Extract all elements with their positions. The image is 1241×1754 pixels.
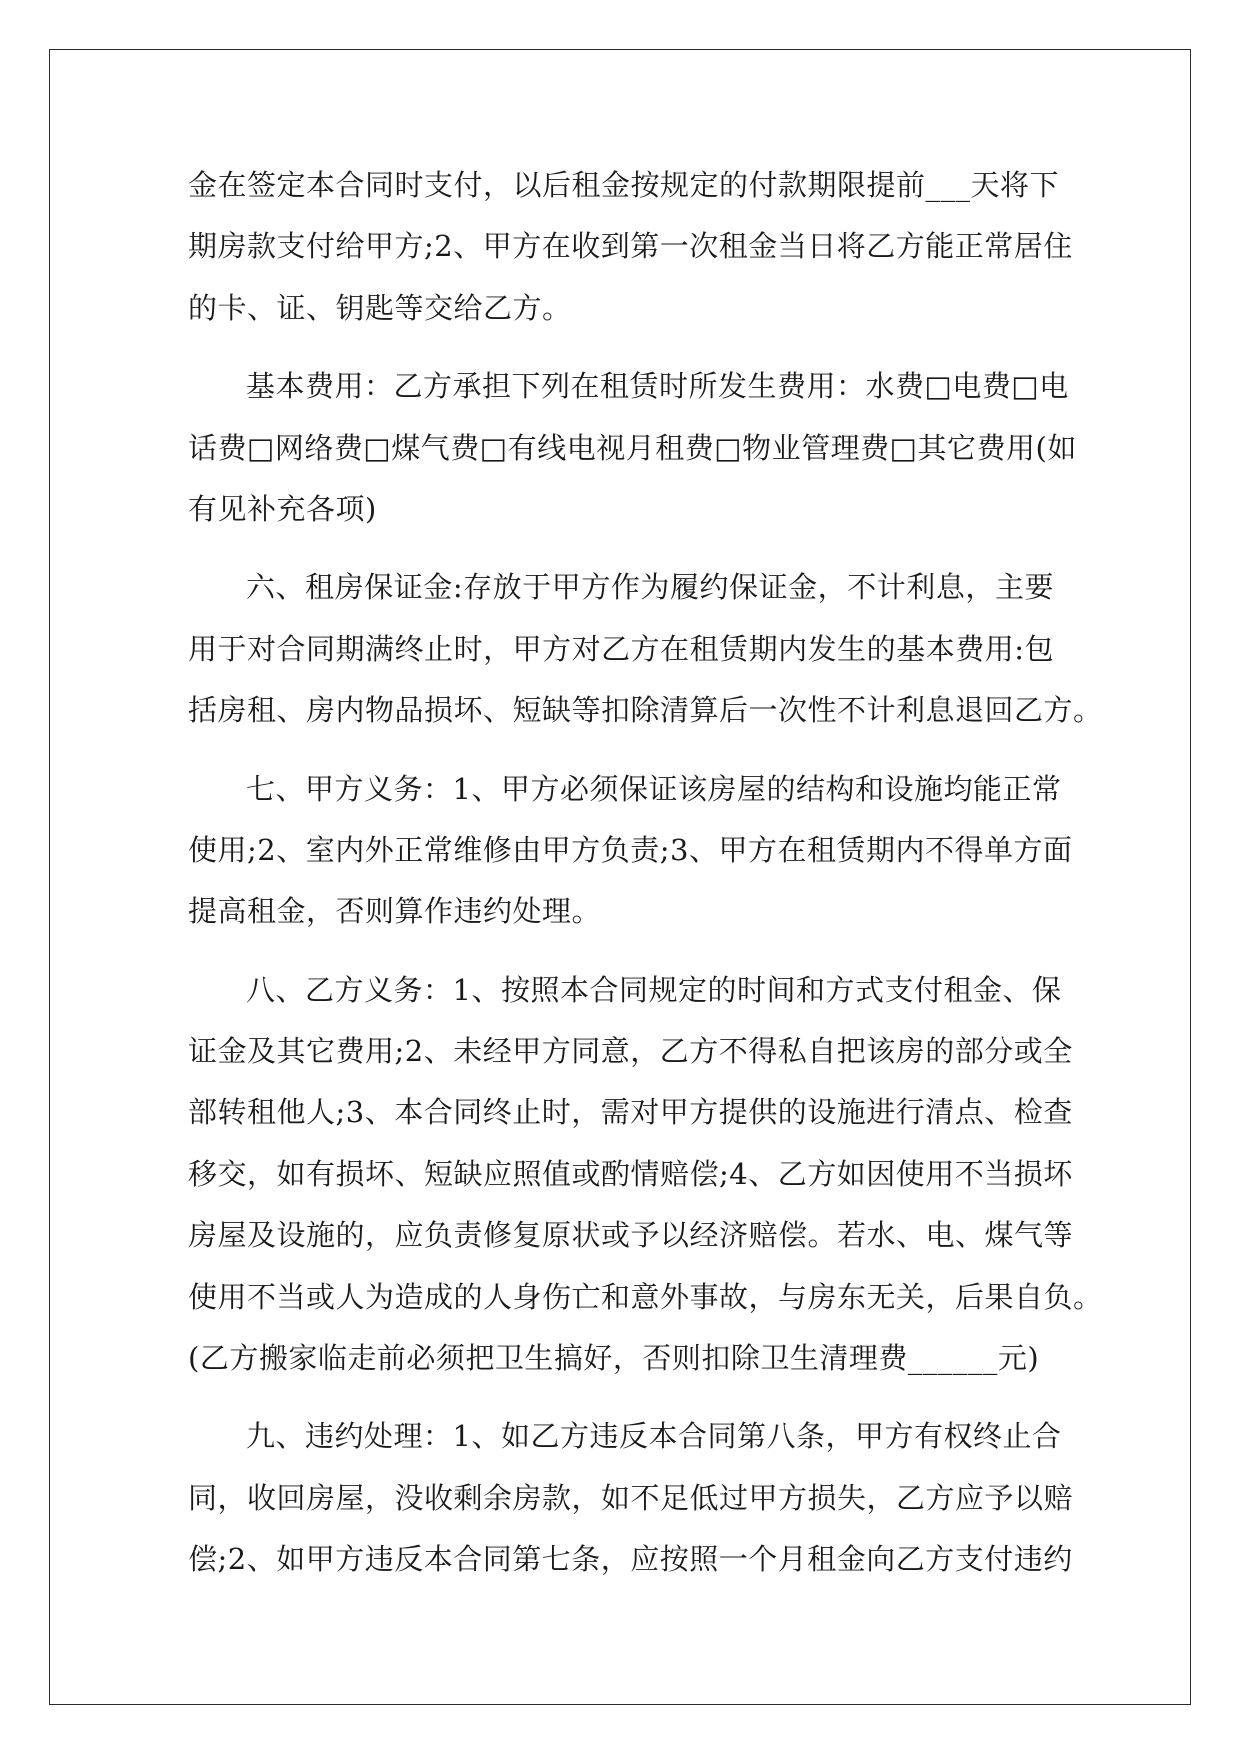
text-line: 偿;2、如甲方违反本合同第七条，应按照一个月租金向乙方支付违约 (188, 1542, 1073, 1577)
text-line: 证金及其它费用;2、未经甲方同意，乙方不得私自把该房的部分或全 (188, 1034, 1073, 1069)
text-line: (乙方搬家临走前必须把卫生搞好，否则扣除卫生清理费______元) (188, 1341, 1040, 1376)
text-line: 期房款支付给甲方;2、甲方在收到第一次租金当日将乙方能正常居住 (188, 229, 1073, 264)
text-line: 用于对合同期满终止时，甲方对乙方在租赁期内发生的基本费用:包 (188, 631, 1054, 666)
paragraph-party-a-duties (188, 759, 1073, 943)
text-line: 的卡、证、钥匙等交给乙方。 (188, 290, 572, 325)
paragraph-basic-fees (188, 356, 1077, 540)
text-line: 基本费用：乙方承担下列在租赁时所发生费用：水费□电费□电 (246, 369, 1069, 404)
text-line: 九、违约处理：1、如乙方违反本合同第八条，甲方有权终止合 (246, 1419, 1062, 1454)
text-line: 八、乙方义务：1、按照本合同规定的时间和方式支付租金、保 (246, 972, 1062, 1007)
text-line: 同，收回房屋，没收剩余房款，如不足低过甲方损失，乙方应予以赔 (188, 1480, 1074, 1515)
text-line: 部转租他人;3、本合同终止时，需对甲方提供的设施进行清点、检查 (188, 1095, 1073, 1130)
paragraph-deposit (188, 557, 1103, 741)
text-line: 有见补充各项) (188, 491, 377, 526)
contract-text-body (188, 155, 1103, 1591)
text-line: 房屋及设施的，应负责修复原状或予以经济赔偿。若水、电、煤气等 (188, 1218, 1074, 1253)
paragraph-rent-payment-continuation (188, 155, 1073, 339)
text-line: 七、甲方义务：1、甲方必须保证该房屋的结构和设施均能正常 (246, 771, 1062, 806)
paragraph-party-b-duties (188, 960, 1103, 1390)
text-line: 提高租金，否则算作违约处理。 (188, 894, 602, 929)
text-line: 话费□网络费□煤气费□有线电视月租费□物业管理费□其它费用(如 (188, 430, 1077, 465)
text-line: 金在签定本合同时支付，以后租金按规定的付款期限提前___天将下 (188, 168, 1060, 202)
text-line: 使用;2、室内外正常维修由甲方负责;3、甲方在租赁期内不得单方面 (188, 832, 1073, 867)
text-line: 括房租、房内物品损坏、短缺等扣除清算后一次性不计利息退回乙方。 (188, 693, 1103, 728)
paragraph-breach-handling (188, 1406, 1074, 1590)
text-line: 六、租房保证金:存放于甲方作为履约保证金，不计利息，主要 (246, 570, 1054, 605)
text-line: 移交，如有损坏、短缺应照值或酌情赔偿;4、乙方如因使用不当损坏 (188, 1156, 1073, 1191)
text-line: 使用不当或人为造成的人身伤亡和意外事故，与房东无关，后果自负。 (188, 1279, 1103, 1314)
